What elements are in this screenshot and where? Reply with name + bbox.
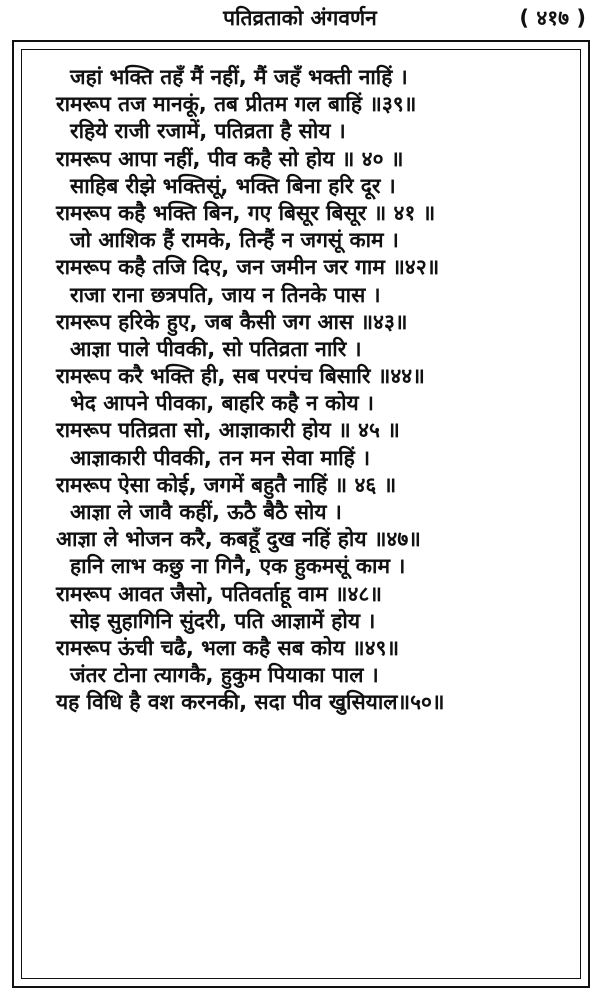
verse-line: रहिये राजी रजामें, पतिव्रता है सोय । <box>70 119 346 144</box>
verse-line: रामरूप पतिव्रता सो, आज्ञाकारी होय ॥ ४५ ॥ <box>56 418 400 443</box>
verse-line: आज्ञा ले भोजन करै, कबहूँ दुख नहिं होय ॥४७॥ <box>56 527 421 552</box>
verse-line: हानि लाभ कछु ना गिनै, एक हुकमसूं काम । <box>70 554 406 579</box>
page-number: ( ४१७ ) <box>519 6 586 30</box>
verse-line: भेद आपने पीवका, बाहरि कहै न कोय । <box>70 391 374 416</box>
verse-line: सोइ सुहागिनि सुंदरी, पति आज्ञामें होय । <box>70 608 376 633</box>
verse-line: रामरूप कहै भक्ति बिन, गए बिसूर बिसूर ॥ ४१ ॥ <box>56 200 436 225</box>
verse-line: रामरूप ऊंची चढै, भला कहै सब कोय ॥४९॥ <box>56 635 400 660</box>
verse-line: जंतर टोना त्यागकै, हुकुम पियाका पाल । <box>70 663 379 688</box>
verse-line: आज्ञाकारी पीवकी, तन मन सेवा माहिं । <box>70 445 371 470</box>
verse-line: यह विधि है वश करनकी, सदा पीव खुसियाल॥५०॥ <box>56 690 445 715</box>
verse-line: रामरूप ऐसा कोई, जगमें बहुतै नाहिं ॥ ४६ ॥ <box>56 472 397 497</box>
page-title: पतिव्रताको अंगवर्णन <box>223 6 377 30</box>
page-header <box>0 0 600 34</box>
verse-line: रामरूप करै भक्ति ही, सब परपंच बिसारि ॥४४॥ <box>56 364 425 389</box>
verse-line: रामरूप आवत जैसो, पतिवर्ताहू वाम ॥४८॥ <box>56 581 382 606</box>
verse-line: साहिब रीझे भक्तिसूं, भक्ति बिना हरि दूर । <box>70 173 396 198</box>
verse-line: आज्ञा पाले पीवकी, सो पतिव्रता नारि । <box>70 336 362 361</box>
verse-line: रामरूप आपा नहीं, पीव कहै सो होय ॥ ४० ॥ <box>56 146 404 171</box>
verse-line: रामरूप तज मानकूं, तब प्रीतम गल बाहिं ॥३९॥ <box>56 92 417 117</box>
verse-block <box>30 60 576 975</box>
verse-line: रामरूप हरिके हुए, जब कैसी जग आस ॥४३॥ <box>56 309 408 334</box>
verse-line: आज्ञा ले जावै कहीं, ऊठै बैठै सोय । <box>70 500 342 524</box>
verse-line: राजा राना छत्रपति, जाय न तिनके पास । <box>70 282 381 307</box>
verse-line: जो आशिक हैं रामके, तिन्हैं न जगसूं काम । <box>70 228 399 253</box>
verse-line: जहां भक्ति तहँ मैं नहीं, मैं जहँ भक्ती नाहिं । <box>70 65 408 89</box>
verse-line: रामरूप कहै तजि दिए, जन जमीन जर गाम ॥४२॥ <box>56 255 440 280</box>
